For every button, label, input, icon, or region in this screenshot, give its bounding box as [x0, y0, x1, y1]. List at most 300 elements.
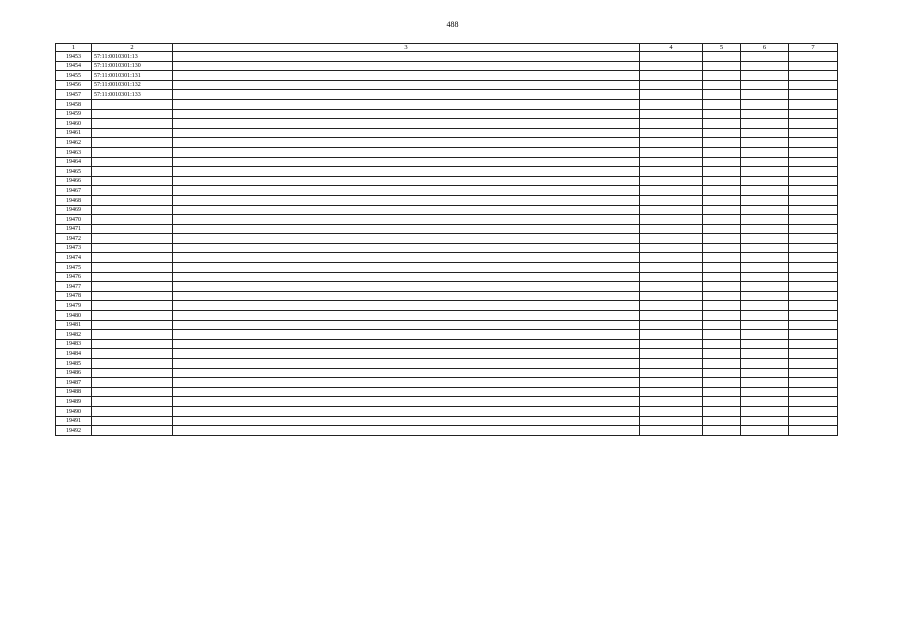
area-cell [640, 119, 703, 129]
description-cell [173, 243, 640, 253]
description-cell [173, 119, 640, 129]
cadastral-number-cell [92, 243, 173, 253]
row-number-cell: 19484 [56, 349, 92, 359]
area-cell [640, 378, 703, 388]
amount-cell [789, 397, 838, 407]
description-cell [173, 349, 640, 359]
description-cell [173, 167, 640, 177]
cadastral-number-cell [92, 359, 173, 369]
amount-cell [789, 99, 838, 109]
cadastral-number-cell [92, 167, 173, 177]
quantity-cell [703, 272, 741, 282]
rate-cell [741, 147, 789, 157]
cadastral-number-cell [92, 387, 173, 397]
area-cell [640, 320, 703, 330]
amount-cell [789, 272, 838, 282]
cadastral-number-cell [92, 157, 173, 167]
quantity-cell [703, 99, 741, 109]
quantity-cell [703, 301, 741, 311]
cadastral-number-cell [92, 234, 173, 244]
amount-cell [789, 128, 838, 138]
rate-cell [741, 339, 789, 349]
description-cell [173, 157, 640, 167]
rate-cell [741, 263, 789, 273]
area-cell [640, 311, 703, 321]
area-cell [640, 80, 703, 90]
rate-cell [741, 406, 789, 416]
rate-cell [741, 80, 789, 90]
amount-cell [789, 301, 838, 311]
amount-cell [789, 368, 838, 378]
rate-cell [741, 234, 789, 244]
quantity-cell [703, 243, 741, 253]
description-cell [173, 205, 640, 215]
quantity-cell [703, 147, 741, 157]
quantity-cell [703, 167, 741, 177]
cadastral-number-cell [92, 291, 173, 301]
rate-cell [741, 272, 789, 282]
cadastral-number-cell [92, 426, 173, 436]
amount-cell [789, 253, 838, 263]
amount-cell [789, 234, 838, 244]
cadastral-number-cell [92, 330, 173, 340]
column-header: 6 [741, 44, 789, 52]
table-row [56, 109, 838, 119]
cadastral-number-cell [92, 205, 173, 215]
table-row [56, 61, 838, 71]
area-cell [640, 339, 703, 349]
area-cell [640, 138, 703, 148]
rate-cell [741, 282, 789, 292]
description-cell [173, 138, 640, 148]
cadastral-number-cell: 57:11:0010301:131 [92, 71, 173, 81]
amount-cell [789, 176, 838, 186]
cadastral-number-cell [92, 147, 173, 157]
quantity-cell [703, 80, 741, 90]
description-cell [173, 71, 640, 81]
area-cell [640, 205, 703, 215]
area-cell [640, 109, 703, 119]
table-body [56, 44, 838, 436]
rate-cell [741, 109, 789, 119]
description-cell [173, 109, 640, 119]
row-number-cell: 19461 [56, 128, 92, 138]
row-number-cell: 19480 [56, 311, 92, 321]
area-cell [640, 416, 703, 426]
quantity-cell [703, 215, 741, 225]
area-cell [640, 272, 703, 282]
page-number: 488 [446, 20, 459, 29]
row-number-cell: 19482 [56, 330, 92, 340]
quantity-cell [703, 119, 741, 129]
row-number-cell: 19486 [56, 368, 92, 378]
land-parcel-table [55, 43, 838, 436]
quantity-cell [703, 426, 741, 436]
table-row [56, 311, 838, 321]
table-row [56, 291, 838, 301]
row-number-cell: 19470 [56, 215, 92, 225]
rate-cell [741, 119, 789, 129]
description-cell [173, 80, 640, 90]
quantity-cell [703, 339, 741, 349]
quantity-cell [703, 71, 741, 81]
table-row [56, 71, 838, 81]
area-cell [640, 215, 703, 225]
row-number-cell: 19473 [56, 243, 92, 253]
rate-cell [741, 387, 789, 397]
table-row [56, 416, 838, 426]
description-cell [173, 291, 640, 301]
table-row [56, 138, 838, 148]
rate-cell [741, 52, 789, 62]
amount-cell [789, 282, 838, 292]
description-cell [173, 176, 640, 186]
column-header: 1 [56, 44, 92, 52]
row-number-cell: 19459 [56, 109, 92, 119]
rate-cell [741, 205, 789, 215]
rate-cell [741, 291, 789, 301]
amount-cell [789, 90, 838, 100]
quantity-cell [703, 52, 741, 62]
cadastral-number-cell: 57:11:0010301:130 [92, 61, 173, 71]
amount-cell [789, 311, 838, 321]
row-number-cell: 19487 [56, 378, 92, 388]
amount-cell [789, 387, 838, 397]
quantity-cell [703, 416, 741, 426]
table-row [56, 80, 838, 90]
description-cell [173, 320, 640, 330]
cadastral-number-cell [92, 368, 173, 378]
quantity-cell [703, 378, 741, 388]
cadastral-number-cell [92, 311, 173, 321]
description-cell [173, 61, 640, 71]
amount-cell [789, 359, 838, 369]
row-number-cell: 19489 [56, 397, 92, 407]
cadastral-number-cell [92, 349, 173, 359]
area-cell [640, 234, 703, 244]
row-number-cell: 19490 [56, 406, 92, 416]
rate-cell [741, 349, 789, 359]
area-cell [640, 426, 703, 436]
rate-cell [741, 128, 789, 138]
cadastral-number-cell [92, 99, 173, 109]
cadastral-number-cell: 57:11:0010301:133 [92, 90, 173, 100]
quantity-cell [703, 253, 741, 263]
amount-cell [789, 349, 838, 359]
rate-cell [741, 224, 789, 234]
amount-cell [789, 330, 838, 340]
area-cell [640, 387, 703, 397]
table-row [56, 378, 838, 388]
rate-cell [741, 311, 789, 321]
amount-cell [789, 119, 838, 129]
description-cell [173, 378, 640, 388]
table-header-row [56, 44, 838, 52]
cadastral-number-cell [92, 195, 173, 205]
cadastral-number-cell [92, 186, 173, 196]
quantity-cell [703, 330, 741, 340]
description-cell [173, 90, 640, 100]
table-row [56, 195, 838, 205]
description-cell [173, 359, 640, 369]
table-row [56, 330, 838, 340]
rate-cell [741, 61, 789, 71]
area-cell [640, 263, 703, 273]
amount-cell [789, 426, 838, 436]
area-cell [640, 71, 703, 81]
table-row [56, 234, 838, 244]
quantity-cell [703, 109, 741, 119]
description-cell [173, 339, 640, 349]
area-cell [640, 128, 703, 138]
table-row [56, 128, 838, 138]
quantity-cell [703, 282, 741, 292]
area-cell [640, 406, 703, 416]
cadastral-number-cell [92, 263, 173, 273]
rate-cell [741, 215, 789, 225]
amount-cell [789, 71, 838, 81]
description-cell [173, 128, 640, 138]
area-cell [640, 243, 703, 253]
amount-cell [789, 186, 838, 196]
table-row [56, 186, 838, 196]
description-cell [173, 282, 640, 292]
table-row [56, 320, 838, 330]
amount-cell [789, 157, 838, 167]
quantity-cell [703, 61, 741, 71]
description-cell [173, 272, 640, 282]
amount-cell [789, 109, 838, 119]
table-row [56, 282, 838, 292]
row-number-cell: 19476 [56, 272, 92, 282]
description-cell [173, 406, 640, 416]
cadastral-number-cell [92, 320, 173, 330]
table-row [56, 406, 838, 416]
description-cell [173, 224, 640, 234]
rate-cell [741, 320, 789, 330]
area-cell [640, 253, 703, 263]
cadastral-number-cell [92, 272, 173, 282]
description-cell [173, 330, 640, 340]
area-cell [640, 397, 703, 407]
quantity-cell [703, 368, 741, 378]
description-cell [173, 253, 640, 263]
area-cell [640, 52, 703, 62]
table-row [56, 147, 838, 157]
amount-cell [789, 61, 838, 71]
description-cell [173, 301, 640, 311]
quantity-cell [703, 90, 741, 100]
table-row [56, 119, 838, 129]
cadastral-number-cell [92, 397, 173, 407]
row-number-cell: 19467 [56, 186, 92, 196]
description-cell [173, 368, 640, 378]
amount-cell [789, 243, 838, 253]
row-number-cell: 19472 [56, 234, 92, 244]
description-cell [173, 234, 640, 244]
table-row [56, 368, 838, 378]
column-header: 3 [173, 44, 640, 52]
cadastral-number-cell [92, 119, 173, 129]
table-row [56, 167, 838, 177]
quantity-cell [703, 224, 741, 234]
quantity-cell [703, 406, 741, 416]
description-cell [173, 387, 640, 397]
area-cell [640, 186, 703, 196]
row-number-cell: 19477 [56, 282, 92, 292]
cadastral-number-cell [92, 176, 173, 186]
amount-cell [789, 406, 838, 416]
row-number-cell: 19469 [56, 205, 92, 215]
row-number-cell: 19456 [56, 80, 92, 90]
row-number-cell: 19455 [56, 71, 92, 81]
rate-cell [741, 176, 789, 186]
row-number-cell: 19458 [56, 99, 92, 109]
table-row [56, 52, 838, 62]
rate-cell [741, 330, 789, 340]
cadastral-number-cell [92, 416, 173, 426]
cadastral-number-cell [92, 406, 173, 416]
row-number-cell: 19481 [56, 320, 92, 330]
row-number-cell: 19485 [56, 359, 92, 369]
rate-cell [741, 71, 789, 81]
row-number-cell: 19474 [56, 253, 92, 263]
table-row [56, 157, 838, 167]
area-cell [640, 224, 703, 234]
description-cell [173, 311, 640, 321]
row-number-cell: 19479 [56, 301, 92, 311]
description-cell [173, 52, 640, 62]
description-cell [173, 147, 640, 157]
rate-cell [741, 301, 789, 311]
rate-cell [741, 416, 789, 426]
description-cell [173, 263, 640, 273]
cadastral-number-cell [92, 301, 173, 311]
quantity-cell [703, 359, 741, 369]
area-cell [640, 90, 703, 100]
amount-cell [789, 205, 838, 215]
area-cell [640, 147, 703, 157]
table-row [56, 205, 838, 215]
cadastral-number-cell [92, 109, 173, 119]
quantity-cell [703, 311, 741, 321]
area-cell [640, 301, 703, 311]
quantity-cell [703, 176, 741, 186]
rate-cell [741, 138, 789, 148]
area-cell [640, 291, 703, 301]
amount-cell [789, 167, 838, 177]
table-row [56, 90, 838, 100]
area-cell [640, 349, 703, 359]
quantity-cell [703, 186, 741, 196]
row-number-cell: 19471 [56, 224, 92, 234]
quantity-cell [703, 157, 741, 167]
row-number-cell: 19492 [56, 426, 92, 436]
table-row [56, 397, 838, 407]
description-cell [173, 195, 640, 205]
rate-cell [741, 243, 789, 253]
amount-cell [789, 378, 838, 388]
table-row [56, 224, 838, 234]
area-cell [640, 359, 703, 369]
cadastral-number-cell: 57:11:0010301:132 [92, 80, 173, 90]
amount-cell [789, 224, 838, 234]
quantity-cell [703, 234, 741, 244]
cadastral-number-cell [92, 282, 173, 292]
cadastral-number-cell [92, 378, 173, 388]
rate-cell [741, 253, 789, 263]
table-row [56, 99, 838, 109]
table-row [56, 301, 838, 311]
amount-cell [789, 320, 838, 330]
quantity-cell [703, 397, 741, 407]
quantity-cell [703, 128, 741, 138]
cadastral-number-cell [92, 339, 173, 349]
column-header: 4 [640, 44, 703, 52]
cadastral-number-cell [92, 224, 173, 234]
cadastral-number-cell [92, 253, 173, 263]
area-cell [640, 157, 703, 167]
area-cell [640, 167, 703, 177]
amount-cell [789, 263, 838, 273]
rate-cell [741, 378, 789, 388]
rate-cell [741, 90, 789, 100]
area-cell [640, 195, 703, 205]
amount-cell [789, 80, 838, 90]
rate-cell [741, 167, 789, 177]
column-header: 7 [789, 44, 838, 52]
area-cell [640, 368, 703, 378]
row-number-cell: 19475 [56, 263, 92, 273]
rate-cell [741, 426, 789, 436]
column-header: 5 [703, 44, 741, 52]
row-number-cell: 19457 [56, 90, 92, 100]
amount-cell [789, 138, 838, 148]
cadastral-number-cell [92, 138, 173, 148]
quantity-cell [703, 263, 741, 273]
amount-cell [789, 52, 838, 62]
amount-cell [789, 195, 838, 205]
table-row [56, 339, 838, 349]
table-row [56, 272, 838, 282]
quantity-cell [703, 138, 741, 148]
table-row [56, 215, 838, 225]
row-number-cell: 19464 [56, 157, 92, 167]
table-row [56, 349, 838, 359]
table-row [56, 253, 838, 263]
area-cell [640, 99, 703, 109]
row-number-cell: 19483 [56, 339, 92, 349]
area-cell [640, 61, 703, 71]
row-number-cell: 19478 [56, 291, 92, 301]
row-number-cell: 19460 [56, 119, 92, 129]
rate-cell [741, 397, 789, 407]
description-cell [173, 99, 640, 109]
area-cell [640, 282, 703, 292]
cadastral-number-cell: 57:11:0010301:13 [92, 52, 173, 62]
rate-cell [741, 195, 789, 205]
row-number-cell: 19488 [56, 387, 92, 397]
rate-cell [741, 99, 789, 109]
quantity-cell [703, 291, 741, 301]
table-row [56, 243, 838, 253]
row-number-cell: 19468 [56, 195, 92, 205]
amount-cell [789, 147, 838, 157]
amount-cell [789, 291, 838, 301]
rate-cell [741, 186, 789, 196]
amount-cell [789, 339, 838, 349]
amount-cell [789, 416, 838, 426]
